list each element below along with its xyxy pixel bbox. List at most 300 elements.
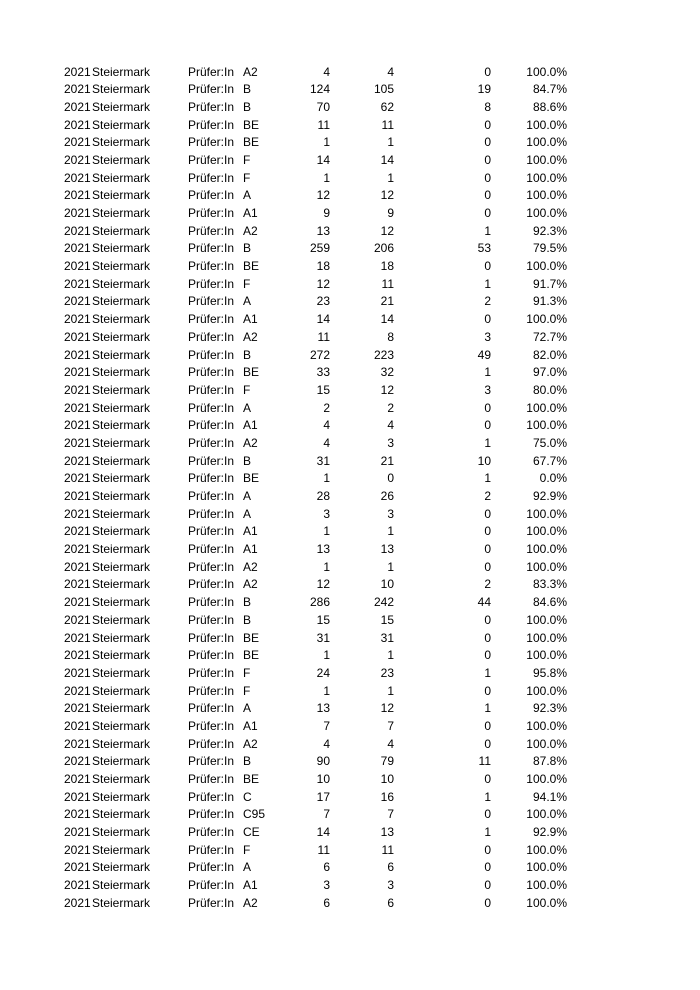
table-row	[0, 488, 700, 506]
table-row	[0, 683, 700, 701]
pass-rate-cell: 91.7%	[532, 276, 567, 291]
failed-count-cell: 0	[484, 506, 491, 521]
table-row	[0, 117, 700, 135]
pass-rate-cell: 100.0%	[526, 542, 567, 557]
state-cell: Steiermark	[92, 99, 151, 114]
passed-count-cell: 7	[387, 718, 394, 733]
passed-count-cell: 6	[387, 860, 394, 875]
examiner-cell: Prüfer:In	[188, 382, 235, 397]
table-row	[0, 223, 700, 241]
results-table	[0, 64, 700, 913]
total-count-cell: 1	[323, 471, 330, 486]
examiner-cell: Prüfer:In	[188, 152, 235, 167]
failed-count-cell: 0	[484, 135, 491, 150]
year-cell: 2021	[64, 259, 91, 274]
total-count-cell: 1	[323, 683, 330, 698]
table-row	[0, 630, 700, 648]
license-class-cell: B	[243, 612, 252, 627]
passed-count-cell: 12	[380, 188, 394, 203]
passed-count-cell: 14	[380, 152, 394, 167]
pass-rate-cell: 100.0%	[526, 860, 567, 875]
failed-count-cell: 1	[484, 276, 491, 291]
state-cell: Steiermark	[92, 524, 151, 539]
pass-rate-cell: 94.1%	[532, 789, 567, 804]
total-count-cell: 4	[323, 418, 330, 433]
state-cell: Steiermark	[92, 329, 151, 344]
examiner-cell: Prüfer:In	[188, 206, 235, 220]
pass-rate-cell: 92.3%	[532, 701, 567, 716]
state-cell: Steiermark	[92, 825, 151, 840]
examiner-cell: Prüfer:In	[188, 683, 235, 698]
passed-count-cell: 7	[387, 807, 394, 822]
state-cell: Steiermark	[92, 135, 151, 150]
passed-count-cell: 242	[373, 595, 394, 610]
failed-count-cell: 2	[484, 489, 491, 503]
pass-rate-cell: 100.0%	[526, 559, 567, 574]
table-row	[0, 453, 700, 471]
failed-count-cell: 8	[484, 99, 491, 114]
total-count-cell: 3	[323, 878, 330, 893]
pass-rate-cell: 87.8%	[532, 754, 567, 769]
table-row	[0, 347, 700, 365]
pass-rate-cell: 88.6%	[532, 99, 567, 114]
failed-count-cell: 0	[484, 206, 491, 220]
license-class-cell: B	[243, 347, 252, 362]
state-cell: Steiermark	[92, 878, 151, 893]
license-class-cell: BE	[243, 365, 260, 380]
state-cell: Steiermark	[92, 736, 151, 751]
passed-count-cell: 12	[380, 701, 394, 716]
license-class-cell: B	[243, 754, 252, 769]
license-class-cell: A1	[243, 542, 258, 557]
license-class-cell: A	[243, 860, 252, 875]
failed-count-cell: 0	[484, 860, 491, 875]
year-cell: 2021	[64, 400, 91, 415]
state-cell: Steiermark	[92, 64, 151, 79]
examiner-cell: Prüfer:In	[188, 542, 235, 557]
examiner-cell: Prüfer:In	[188, 878, 235, 893]
passed-count-cell: 8	[387, 329, 394, 344]
failed-count-cell: 1	[484, 701, 491, 716]
state-cell: Steiermark	[92, 170, 151, 185]
total-count-cell: 15	[316, 382, 330, 397]
year-cell: 2021	[64, 135, 91, 150]
pass-rate-cell: 83.3%	[532, 577, 567, 592]
total-count-cell: 14	[316, 825, 330, 840]
year-cell: 2021	[64, 701, 91, 716]
total-count-cell: 272	[309, 347, 330, 362]
passed-count-cell: 10	[380, 577, 394, 592]
year-cell: 2021	[64, 188, 91, 203]
passed-count-cell: 12	[380, 382, 394, 397]
examiner-cell: Prüfer:In	[188, 807, 235, 822]
pass-rate-cell: 100.0%	[526, 895, 567, 910]
total-count-cell: 70	[316, 99, 330, 114]
pass-rate-cell: 100.0%	[526, 170, 567, 185]
table-row	[0, 718, 700, 736]
table-row	[0, 293, 700, 311]
license-class-cell: A1	[243, 206, 258, 220]
year-cell: 2021	[64, 241, 91, 256]
pass-rate-cell: 100.0%	[526, 188, 567, 203]
failed-count-cell: 0	[484, 312, 491, 327]
failed-count-cell: 0	[484, 683, 491, 698]
license-class-cell: A	[243, 294, 252, 309]
state-cell: Steiermark	[92, 542, 151, 557]
passed-count-cell: 1	[387, 170, 394, 185]
state-cell: Steiermark	[92, 382, 151, 397]
examiner-cell: Prüfer:In	[188, 471, 235, 486]
year-cell: 2021	[64, 842, 91, 857]
failed-count-cell: 1	[484, 223, 491, 238]
state-cell: Steiermark	[92, 789, 151, 804]
pass-rate-cell: 92.9%	[532, 825, 567, 840]
license-class-cell: BE	[243, 135, 260, 150]
failed-count-cell: 53	[477, 241, 491, 256]
total-count-cell: 1	[323, 170, 330, 185]
license-class-cell: F	[243, 276, 251, 291]
state-cell: Steiermark	[92, 241, 151, 256]
year-cell: 2021	[64, 772, 91, 786]
failed-count-cell: 2	[484, 577, 491, 592]
examiner-cell: Prüfer:In	[188, 772, 235, 786]
pass-rate-cell: 67.7%	[532, 453, 567, 468]
license-class-cell: F	[243, 382, 251, 397]
failed-count-cell: 10	[477, 453, 491, 468]
table-row	[0, 64, 700, 82]
table-row	[0, 877, 700, 895]
failed-count-cell: 0	[484, 895, 491, 910]
year-cell: 2021	[64, 206, 91, 220]
passed-count-cell: 13	[380, 825, 394, 840]
year-cell: 2021	[64, 878, 91, 893]
state-cell: Steiermark	[92, 259, 151, 274]
year-cell: 2021	[64, 718, 91, 733]
year-cell: 2021	[64, 789, 91, 804]
pass-rate-cell: 79.5%	[532, 241, 567, 256]
total-count-cell: 12	[316, 188, 330, 203]
examiner-cell: Prüfer:In	[188, 754, 235, 769]
total-count-cell: 4	[323, 64, 330, 79]
year-cell: 2021	[64, 665, 91, 680]
total-count-cell: 1	[323, 135, 330, 150]
table-row	[0, 594, 700, 612]
year-cell: 2021	[64, 223, 91, 238]
year-cell: 2021	[64, 365, 91, 380]
total-count-cell: 12	[316, 577, 330, 592]
license-class-cell: A2	[243, 64, 258, 79]
year-cell: 2021	[64, 825, 91, 840]
passed-count-cell: 2	[387, 400, 394, 415]
year-cell: 2021	[64, 524, 91, 539]
passed-count-cell: 223	[373, 347, 394, 362]
passed-count-cell: 26	[380, 489, 394, 503]
license-class-cell: F	[243, 665, 251, 680]
failed-count-cell: 0	[484, 878, 491, 893]
passed-count-cell: 13	[380, 542, 394, 557]
license-class-cell: A1	[243, 878, 258, 893]
license-class-cell: A1	[243, 718, 258, 733]
table-row	[0, 523, 700, 541]
year-cell: 2021	[64, 807, 91, 822]
failed-count-cell: 1	[484, 471, 491, 486]
failed-count-cell: 1	[484, 435, 491, 450]
table-row	[0, 895, 700, 913]
passed-count-cell: 3	[387, 435, 394, 450]
pass-rate-cell: 100.0%	[526, 400, 567, 415]
state-cell: Steiermark	[92, 435, 151, 450]
state-cell: Steiermark	[92, 506, 151, 521]
pass-rate-cell: 100.0%	[526, 259, 567, 274]
failed-count-cell: 0	[484, 64, 491, 79]
year-cell: 2021	[64, 382, 91, 397]
year-cell: 2021	[64, 435, 91, 450]
license-class-cell: B	[243, 595, 252, 610]
failed-count-cell: 0	[484, 718, 491, 733]
license-class-cell: A	[243, 400, 252, 415]
passed-count-cell: 4	[387, 736, 394, 751]
passed-count-cell: 3	[387, 506, 394, 521]
passed-count-cell: 4	[387, 64, 394, 79]
examiner-cell: Prüfer:In	[188, 418, 235, 433]
table-row	[0, 665, 700, 683]
state-cell: Steiermark	[92, 648, 151, 663]
year-cell: 2021	[64, 559, 91, 574]
examiner-cell: Prüfer:In	[188, 736, 235, 751]
table-row	[0, 329, 700, 347]
passed-count-cell: 206	[373, 241, 394, 256]
total-count-cell: 15	[316, 612, 330, 627]
failed-count-cell: 1	[484, 665, 491, 680]
state-cell: Steiermark	[92, 860, 151, 875]
pass-rate-cell: 0.0%	[539, 471, 567, 486]
table-row	[0, 400, 700, 418]
failed-count-cell: 2	[484, 294, 491, 309]
license-class-cell: B	[243, 99, 252, 114]
examiner-cell: Prüfer:In	[188, 701, 235, 716]
total-count-cell: 23	[316, 294, 330, 309]
state-cell: Steiermark	[92, 630, 151, 645]
examiner-cell: Prüfer:In	[188, 895, 235, 910]
examiner-cell: Prüfer:In	[188, 435, 235, 450]
table-row	[0, 647, 700, 665]
failed-count-cell: 1	[484, 789, 491, 804]
table-row	[0, 806, 700, 824]
table-row	[0, 789, 700, 807]
state-cell: Steiermark	[92, 895, 151, 910]
state-cell: Steiermark	[92, 188, 151, 203]
failed-count-cell: 0	[484, 170, 491, 185]
license-class-cell: A	[243, 188, 252, 203]
passed-count-cell: 1	[387, 683, 394, 698]
total-count-cell: 13	[316, 542, 330, 557]
examiner-cell: Prüfer:In	[188, 506, 235, 521]
examiner-cell: Prüfer:In	[188, 259, 235, 274]
pass-rate-cell: 100.0%	[526, 683, 567, 698]
failed-count-cell: 49	[477, 347, 491, 362]
failed-count-cell: 0	[484, 842, 491, 857]
state-cell: Steiermark	[92, 772, 151, 786]
table-row	[0, 612, 700, 630]
total-count-cell: 31	[316, 453, 330, 468]
license-class-cell: A2	[243, 736, 258, 751]
state-cell: Steiermark	[92, 559, 151, 574]
pass-rate-cell: 100.0%	[526, 648, 567, 663]
pass-rate-cell: 84.7%	[532, 82, 567, 97]
passed-count-cell: 105	[373, 82, 394, 97]
table-row	[0, 559, 700, 577]
pass-rate-cell: 92.9%	[532, 489, 567, 503]
examiner-cell: Prüfer:In	[188, 612, 235, 627]
examiner-cell: Prüfer:In	[188, 329, 235, 344]
year-cell: 2021	[64, 630, 91, 645]
state-cell: Steiermark	[92, 206, 151, 220]
license-class-cell: C	[243, 789, 252, 804]
pass-rate-cell: 100.0%	[526, 506, 567, 521]
year-cell: 2021	[64, 683, 91, 698]
table-row	[0, 205, 700, 223]
failed-count-cell: 19	[477, 82, 491, 97]
state-cell: Steiermark	[92, 577, 151, 592]
examiner-cell: Prüfer:In	[188, 648, 235, 663]
state-cell: Steiermark	[92, 489, 151, 503]
total-count-cell: 1	[323, 559, 330, 574]
license-class-cell: A2	[243, 435, 258, 450]
total-count-cell: 28	[316, 489, 330, 503]
examiner-cell: Prüfer:In	[188, 718, 235, 733]
state-cell: Steiermark	[92, 152, 151, 167]
table-row	[0, 736, 700, 754]
failed-count-cell: 0	[484, 542, 491, 557]
state-cell: Steiermark	[92, 365, 151, 380]
table-row	[0, 81, 700, 99]
license-class-cell: A	[243, 506, 252, 521]
total-count-cell: 6	[323, 895, 330, 910]
examiner-cell: Prüfer:In	[188, 577, 235, 592]
total-count-cell: 11	[317, 329, 330, 344]
license-class-cell: B	[243, 241, 252, 256]
license-class-cell: CE	[243, 825, 260, 840]
failed-count-cell: 0	[484, 152, 491, 167]
license-class-cell: A2	[243, 559, 258, 574]
passed-count-cell: 32	[380, 365, 394, 380]
total-count-cell: 33	[316, 365, 330, 380]
pass-rate-cell: 100.0%	[526, 206, 567, 220]
state-cell: Steiermark	[92, 842, 151, 857]
state-cell: Steiermark	[92, 82, 151, 97]
failed-count-cell: 0	[484, 259, 491, 274]
failed-count-cell: 0	[484, 807, 491, 822]
year-cell: 2021	[64, 453, 91, 468]
table-row	[0, 382, 700, 400]
pass-rate-cell: 100.0%	[526, 312, 567, 327]
year-cell: 2021	[64, 577, 91, 592]
pass-rate-cell: 75.0%	[532, 435, 567, 450]
passed-count-cell: 31	[380, 630, 394, 645]
table-row	[0, 311, 700, 329]
total-count-cell: 1	[323, 648, 330, 663]
passed-count-cell: 23	[380, 665, 394, 680]
pass-rate-cell: 100.0%	[526, 135, 567, 150]
pass-rate-cell: 80.0%	[532, 382, 567, 397]
table-row	[0, 435, 700, 453]
license-class-cell: B	[243, 453, 252, 468]
state-cell: Steiermark	[92, 718, 151, 733]
total-count-cell: 10	[316, 772, 330, 786]
table-row	[0, 470, 700, 488]
year-cell: 2021	[64, 489, 91, 503]
pass-rate-cell: 100.0%	[526, 842, 567, 857]
table-row	[0, 187, 700, 205]
total-count-cell: 7	[323, 807, 330, 822]
year-cell: 2021	[64, 82, 91, 97]
total-count-cell: 17	[316, 789, 330, 804]
passed-count-cell: 6	[387, 895, 394, 910]
year-cell: 2021	[64, 595, 91, 610]
table-row	[0, 99, 700, 117]
state-cell: Steiermark	[92, 418, 151, 433]
failed-count-cell: 0	[484, 630, 491, 645]
license-class-cell: BE	[243, 259, 260, 274]
year-cell: 2021	[64, 895, 91, 910]
failed-count-cell: 0	[484, 772, 491, 786]
total-count-cell: 12	[316, 276, 330, 291]
license-class-cell: A	[243, 701, 252, 716]
pass-rate-cell: 100.0%	[526, 772, 567, 786]
passed-count-cell: 4	[387, 418, 394, 433]
total-count-cell: 31	[316, 630, 330, 645]
examiner-cell: Prüfer:In	[188, 347, 235, 362]
failed-count-cell: 0	[484, 559, 491, 574]
total-count-cell: 90	[316, 754, 330, 769]
state-cell: Steiermark	[92, 294, 151, 309]
total-count-cell: 7	[323, 718, 330, 733]
table-row	[0, 700, 700, 718]
year-cell: 2021	[64, 117, 91, 132]
pass-rate-cell: 82.0%	[532, 347, 567, 362]
pass-rate-cell: 100.0%	[526, 878, 567, 893]
table-row	[0, 753, 700, 771]
pass-rate-cell: 84.6%	[532, 595, 567, 610]
pass-rate-cell: 100.0%	[526, 418, 567, 433]
year-cell: 2021	[64, 347, 91, 362]
license-class-cell: A1	[243, 524, 258, 539]
pass-rate-cell: 100.0%	[526, 718, 567, 733]
license-class-cell: F	[243, 683, 251, 698]
examiner-cell: Prüfer:In	[188, 276, 235, 291]
total-count-cell: 24	[316, 665, 330, 680]
examiner-cell: Prüfer:In	[188, 860, 235, 875]
pass-rate-cell: 97.0%	[532, 365, 567, 380]
year-cell: 2021	[64, 612, 91, 627]
passed-count-cell: 0	[387, 471, 394, 486]
passed-count-cell: 62	[380, 99, 394, 114]
examiner-cell: Prüfer:In	[188, 135, 235, 150]
pass-rate-cell: 95.8%	[532, 665, 567, 680]
total-count-cell: 18	[316, 259, 330, 274]
passed-count-cell: 1	[387, 648, 394, 663]
table-row	[0, 364, 700, 382]
passed-count-cell: 1	[387, 524, 394, 539]
passed-count-cell: 3	[387, 878, 394, 893]
failed-count-cell: 1	[484, 825, 491, 840]
license-class-cell: A2	[243, 895, 258, 910]
state-cell: Steiermark	[92, 754, 151, 769]
license-class-cell: BE	[243, 471, 260, 486]
license-class-cell: A1	[243, 312, 258, 327]
examiner-cell: Prüfer:In	[188, 64, 235, 79]
failed-count-cell: 0	[484, 400, 491, 415]
